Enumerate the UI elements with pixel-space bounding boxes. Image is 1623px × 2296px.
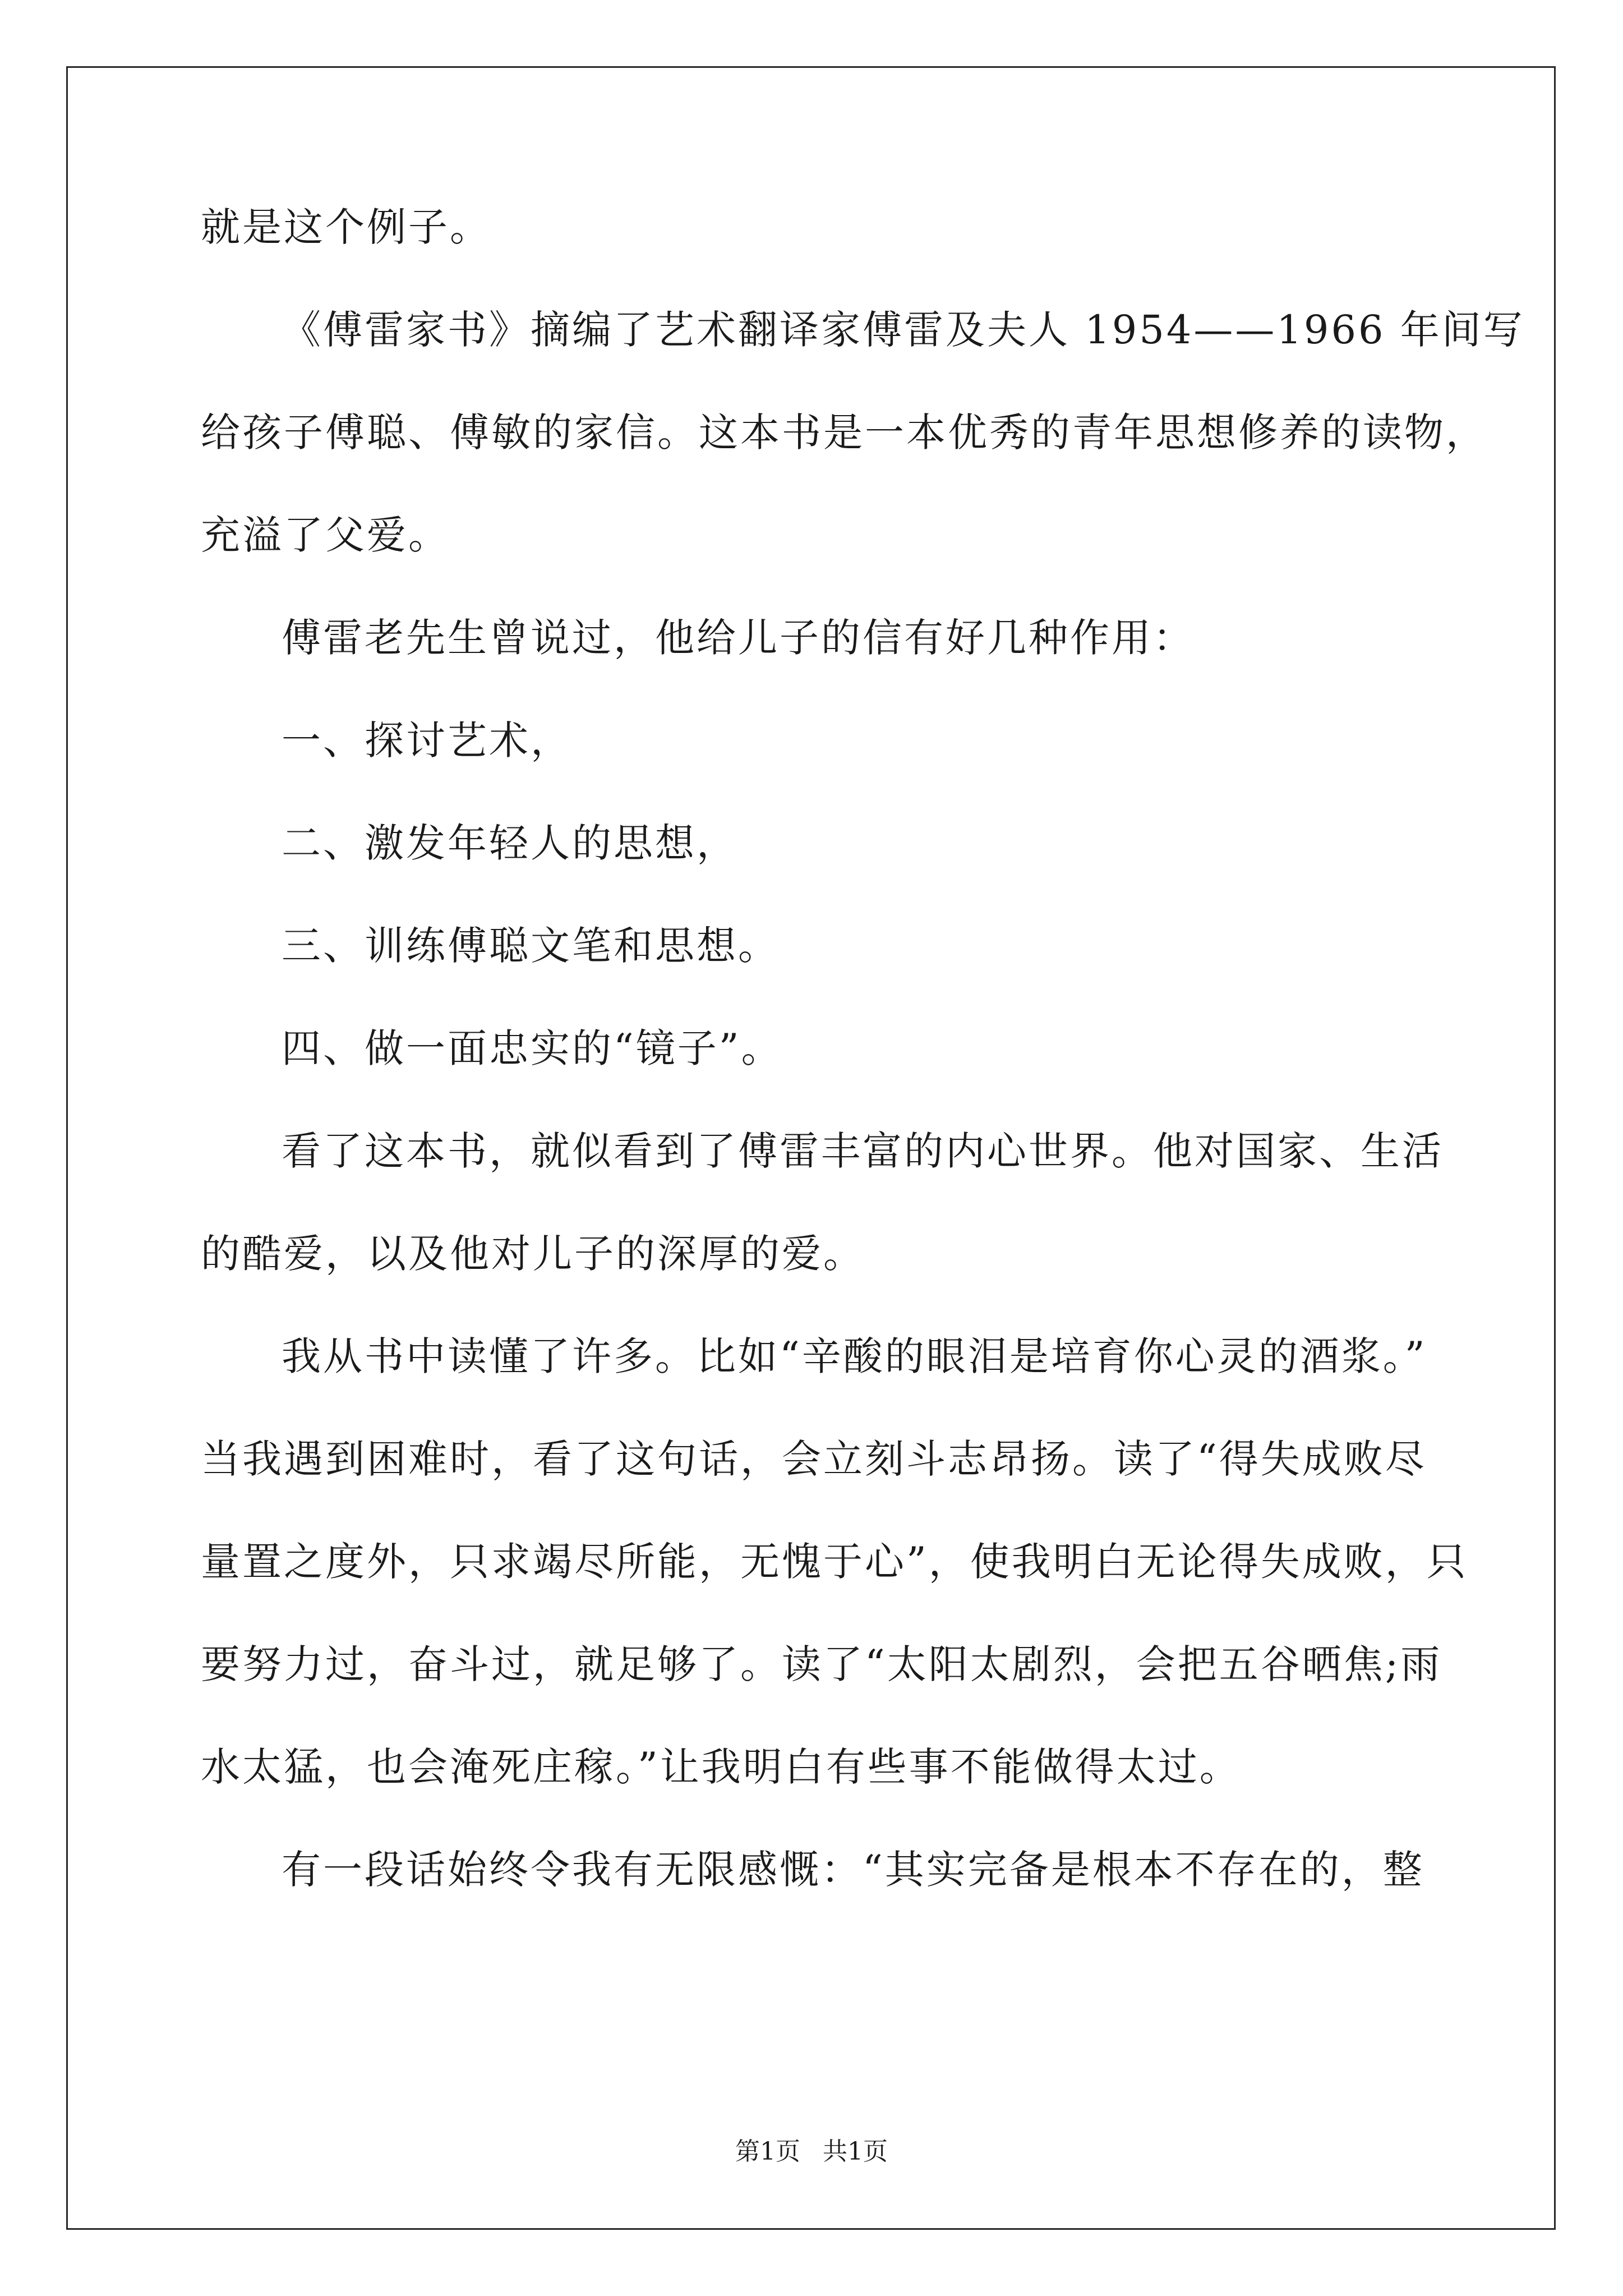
text-line: 傅雷老先生曾说过，他给儿子的信有好几种作用： [282,615,1195,661]
page-footer [0,2135,1623,2169]
text-line: 就是这个例子。 [201,204,491,250]
text-line: 水太猛，也会淹死庄稼。”让我明白有些事不能做得太过。 [201,1744,1241,1790]
text-line: 量置之度外，只求竭尽所能，无愧于心”，使我明白无论得失成败，只 [201,1539,1468,1585]
page-total: 共1页 [823,2137,888,2166]
text-line: 一、探讨艺术， [282,717,572,763]
page-number: 第1页 [735,2137,800,2166]
text-line: 当我遇到困难时，看了这句话，会立刻斗志昂扬。读了“得失成败尽 [201,1436,1427,1482]
text-line: 二、激发年轻人的思想， [282,820,738,866]
text-line: 四、做一面忠实的“镜子”。 [282,1025,783,1071]
text-line: 三、训练傅聪文笔和思想。 [282,923,780,969]
text-line: 《傅雷家书》摘编了艺术翻译家傅雷及夫人 1954——1966 年间写 [282,307,1525,353]
text-line: 给孩子傅聪、傅敏的家信。这本书是一本优秀的青年思想修养的读物， [201,409,1487,455]
text-line: 我从书中读懂了许多。比如“辛酸的眼泪是培育你心灵的酒浆。” [282,1333,1427,1379]
text-line: 有一段话始终令我有无限感慨：“其实完备是根本不存在的，整 [282,1847,1424,1893]
text-line: 要努力过，奋斗过，就足够了。读了“太阳太剧烈，会把五谷晒焦;雨 [201,1641,1442,1687]
text-line: 的酷爱，以及他对儿子的深厚的爱。 [201,1231,865,1277]
text-line: 充溢了父爱。 [201,512,450,558]
text-line: 看了这本书，就似看到了傅雷丰富的内心世界。他对国家、生活 [282,1128,1444,1174]
